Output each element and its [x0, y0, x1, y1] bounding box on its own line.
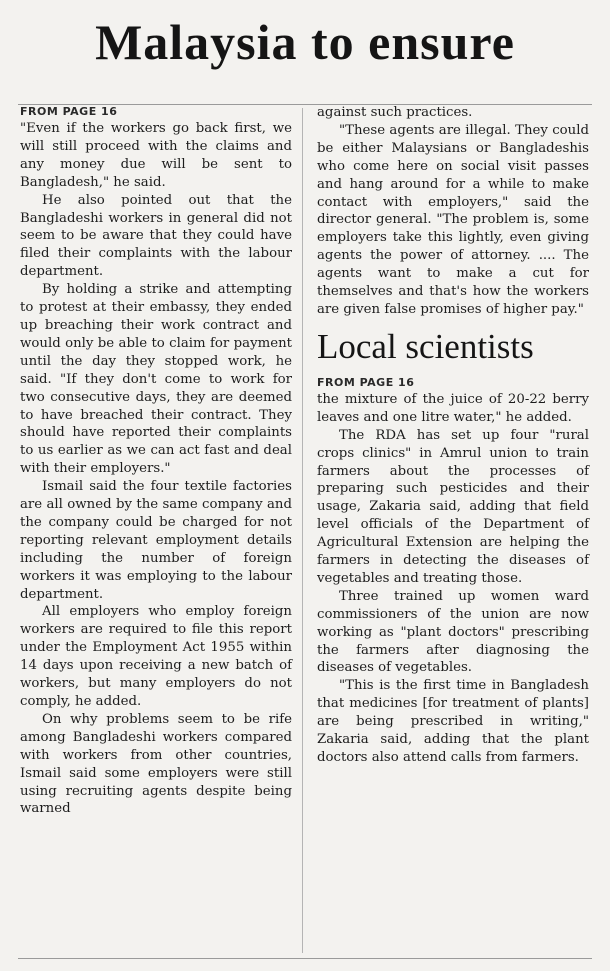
lead-paragraph: the mixture of the juice of 20-22 berry leaves and one litre water," he added. [317, 391, 589, 425]
paragraph: Ismail said the four textile factories are all owned by the same company and the company could be charged for not reporting relevant employment details including the number of foreign workers it was employing to the labour department. [20, 479, 292, 602]
paragraph: He also pointed out that the Bangladeshi workers in general did not seem to be aware that they could have filed their complaints with the labour department. [20, 192, 292, 280]
continuation-line: against such practices. [317, 105, 473, 120]
headline-malaysia: Malaysia to ensure [95, 14, 515, 70]
paragraph: Three trained up women ward commissioners of the union are now working as "plant doctors" prescribing the farmers after diagnosing the diseases of vegetables. [317, 588, 589, 676]
column-divider [302, 108, 303, 953]
paragraph: By holding a strike and attempting to protest at their embassy, they ended up breaching their work contract and would only be able to claim for payment until the day they stopped work, he said. "If they don't come to work for two consecutive days, they are deemed to have breached their contract. They should have reported their complaints to us earlier as we can act fast and deal with their employers." [20, 282, 292, 477]
paragraph: "This is the first time in Bangladesh that medicines [for treatment of plants] are being prescribed in writing," Zakaria said, adding that the plant doctors also attend calls from farmers. [317, 678, 589, 765]
paragraph: All employers who employ foreign workers are required to file this report under the Employment Act 1955 within 14 days upon receiving a new batch of workers, but many employers do not comply, he added. [20, 604, 292, 709]
paragraph: "These agents are illegal. They could be either Malaysians or Bangladeshis who come here on social visit passes and hang around for a while to make contact with employers," said the director general. "The problem is, some employers take this lightly, even giving agents the power of attorney. .... The agents want to make a cut for themselves and that's how the workers are given false promises of higher pay." [317, 122, 589, 317]
paragraph: The RDA has set up four "rural crops clinics" in Amrul union to train farmers about the processes of preparing such pesticides and their usage, Zakaria said, adding that field level officials of the Department of Agricultural Extension are helping the farmers in detecting the diseases of vegetables and treating those. [317, 427, 589, 586]
headline-local-scientists: Local scientists [317, 326, 534, 366]
right-column [317, 104, 589, 767]
kicker-from-page-16: FROM PAGE 16 [20, 105, 118, 118]
bottom-rule [18, 958, 592, 959]
left-column [20, 104, 292, 818]
kicker-from-page-16-second: FROM PAGE 16 [317, 375, 415, 389]
paragraph: "Even if the workers go back first, we will still proceed with the claims and any money due will be sent to Bangladesh," he said. [20, 121, 292, 190]
paragraph: On why problems seem to be rife among Bangladeshi workers compared with workers from other countries, Ismail said some employers were still using recruiting agents despite being warned [20, 711, 292, 817]
